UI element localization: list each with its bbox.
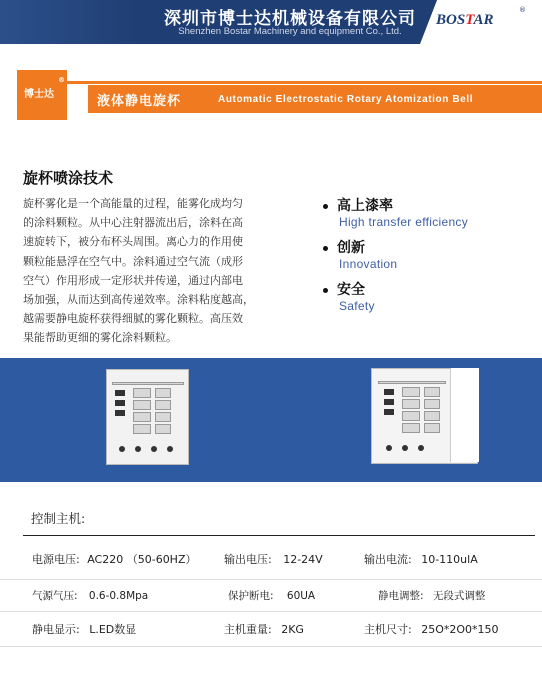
company-name: 深圳市博士达机械设备有限公司 <box>164 9 416 29</box>
header-decoration <box>0 0 140 44</box>
feature-title: 高上漆率 <box>337 198 393 214</box>
description-line: 的涂料颗粒。从中心注射器流出后，涂料在高 <box>23 216 243 230</box>
spec-value: L.ED数显 <box>89 623 137 636</box>
bostar-logo <box>436 12 494 29</box>
spec-value: 无段式调整 <box>432 590 486 602</box>
controller-open-image <box>371 368 478 464</box>
section-title: 旋杯喷涂技术 <box>23 169 114 187</box>
spec-item <box>224 621 304 637</box>
spec-label: 输出电流: <box>364 553 412 566</box>
row-divider <box>0 579 542 580</box>
feature-subtitle: Safety <box>339 299 375 313</box>
logo-star-letter: T <box>465 12 474 28</box>
feature-title: 创新 <box>337 240 365 256</box>
feature-subtitle: High transfer efficiency <box>339 215 469 229</box>
spec-value: 12-24V <box>283 553 323 566</box>
description-line: 颗粒能悬浮在空气中。涂料通过空气流（成形 <box>23 254 243 268</box>
spec-value: 2KG <box>281 623 304 636</box>
bullet-icon <box>323 246 328 251</box>
bullet-icon <box>323 288 328 293</box>
description-paragraph <box>23 194 273 348</box>
spec-value: 0.6-0.8Mpa <box>88 590 149 602</box>
description-line: 场加强，从而达到高传递效率。涂料粘度越高， <box>23 293 254 307</box>
spec-value: AC220 （50-60HZ） <box>87 553 197 566</box>
spec-item <box>32 551 197 567</box>
feature-title: 安全 <box>337 282 365 298</box>
bullet-icon <box>323 204 328 209</box>
spec-item <box>364 551 478 567</box>
spec-item <box>228 588 315 603</box>
logo-registered-mark: ® <box>519 6 526 14</box>
brand-badge-label: 博士达 <box>24 89 54 100</box>
product-name-en: Automatic Electrostatic Rotary Atomization Bell <box>218 94 474 105</box>
spec-label: 静电调整: <box>378 590 424 602</box>
row-divider <box>0 646 542 647</box>
spec-label: 主机尺寸: <box>364 623 412 636</box>
spec-item <box>224 551 323 567</box>
controller-door <box>450 368 479 462</box>
feature-subtitle: Innovation <box>339 257 398 271</box>
spec-label: 电源电压: <box>32 553 80 566</box>
description-line: 空气）作用形成一定形状并传递，通过内部电 <box>23 273 243 287</box>
description-line: 速旋转下，被分布杯头周围。离心力的作用使 <box>23 235 243 249</box>
product-name-cn: 液体静电旋杯 <box>97 94 182 109</box>
controller-front-image <box>106 369 189 465</box>
title-band-line <box>67 81 542 84</box>
spec-item <box>32 588 148 603</box>
description-line: 越需要静电旋杯获得细腻的雾化颗粒。高压效 <box>23 312 243 326</box>
spec-value: 10-110ulA <box>421 553 478 566</box>
spec-label: 保护断电: <box>228 590 274 602</box>
row-divider <box>0 611 542 612</box>
description-line: 果能帮助更细的雾化涂料颗粒。 <box>23 331 177 345</box>
brand-badge-reg: ® <box>58 76 65 84</box>
spec-label: 气源气压: <box>32 590 78 602</box>
header-bar <box>0 0 542 44</box>
spec-label: 输出电压: <box>224 553 272 566</box>
company-name-en: Shenzhen Bostar Machinery and equipment Co., Ltd. <box>178 26 402 37</box>
brand-badge <box>17 70 67 120</box>
spec-label: 主机重量: <box>224 623 272 636</box>
description-line: 旋杯雾化是一个高能量的过程，能雾化成均匀 <box>23 197 243 210</box>
specs-title: 控制主机: <box>31 511 86 526</box>
spec-value: 25O*2O0*150 <box>421 623 499 636</box>
specs-divider <box>23 535 535 536</box>
spec-item <box>378 588 485 603</box>
logo-text: BOSTAR <box>436 12 494 28</box>
spec-value: 60UA <box>286 590 316 602</box>
spec-item <box>364 621 499 637</box>
spec-item <box>32 621 136 637</box>
spec-label: 静电显示: <box>32 623 80 636</box>
